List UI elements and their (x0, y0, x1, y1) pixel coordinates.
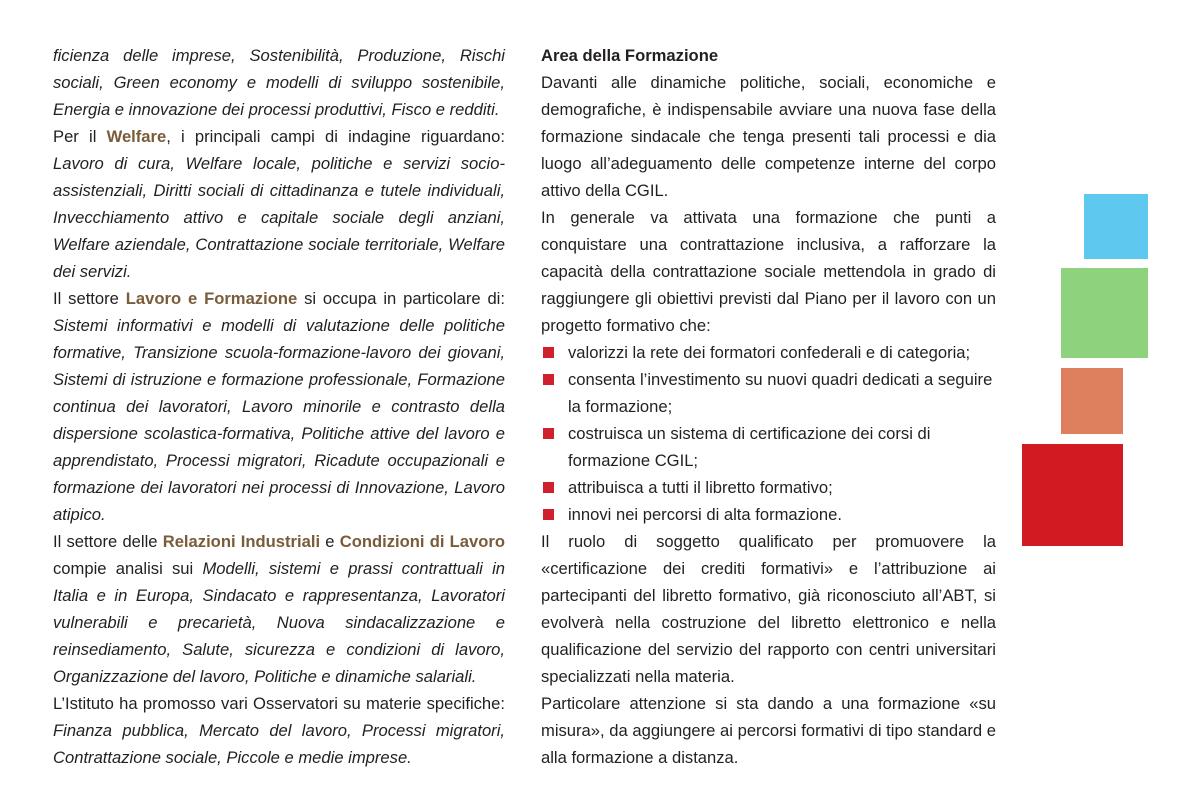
lavoro-formazione-paragraph (53, 285, 505, 528)
right-paragraph-2: In generale va attivata una formazione che punti a conquistare una contrattazione inclusiva, a rafforzare la capacità della contrattazione sociale mettendola in grado di raggiungere gli obiettivi previsti dal Piano per il lavoro con un progetto formativo che: (541, 208, 996, 335)
list-item-text: costruisca un sistema di certificazione dei corsi di formazione CGIL; (568, 424, 931, 470)
right-paragraph-3: Il ruolo di soggetto qualificato per promuovere la «certificazione dei crediti formativi» e l’attribuzione ai partecipanti del libretto formativo, già riconosciuto all’ABT, si evolverà nella costruzione del libretto elettronico e nella qualificazione del servizio del rapporto con centri universitari specializzati nella materia. (541, 532, 996, 686)
paragraph-text: L’Istituto ha promosso vari Osservatori su materie specifiche: (53, 694, 505, 713)
list-item (541, 366, 996, 420)
paragraph-italic-text: Modelli, sistemi e prassi contrattuali in Italia e in Europa, Sindacato e rappresentanza, Lavoratori vulnerabili e precarietà, Nuova sindacalizzazione e reinsediamento, Salute, sicurezza e condizioni di lavoro, Organizzazione del lavoro, Politiche e dinamiche salariali. (53, 559, 506, 686)
osservatori-paragraph (53, 690, 505, 771)
paragraph-italic-text: Finanza pubblica, Mercato del lavoro, Processi migratori, Contrattazione sociale, Piccole e medie imprese. (53, 721, 505, 767)
paragraph-text: Il settore (53, 289, 126, 308)
square-bullet-icon (543, 428, 554, 439)
section-heading: Area della Formazione (541, 46, 719, 65)
list-item (541, 420, 996, 474)
decorative-blue-block (1084, 194, 1148, 259)
relazioni-industriali-paragraph (53, 528, 505, 690)
list-item-text: valorizzi la rete dei formatori confederali e di categoria; (568, 343, 971, 362)
square-bullet-icon (543, 509, 554, 520)
decorative-orange-block (1061, 368, 1123, 434)
left-column (53, 42, 505, 771)
keyword-relazioni-industriali: Relazioni Industriali (162, 532, 321, 551)
list-item (541, 474, 996, 501)
paragraph-italic-text: Lavoro di cura, Welfare locale, politiche e servizi socio-assistenziali, Diritti sociali di cittadinanza e tutele individuali, Invecchiamento attivo e capitale sociale degli anziani, Welfare aziendale, Contrattazione sociale territoriale, Welfare dei servizi. (53, 154, 505, 281)
square-bullet-icon (543, 374, 554, 385)
paragraph-text: ficienza delle imprese, Sostenibilità, Produzione, Rischi sociali, Green economy e modelli di sviluppo sostenibile, Energia e innovazione dei processi produttivi, Fisco e redditi. (53, 46, 505, 119)
list-item-text: attribuisca a tutti il libretto formativo; (568, 478, 833, 497)
decorative-green-block (1061, 268, 1148, 358)
keyword-condizioni-lavoro: Condizioni di Lavoro (339, 532, 505, 551)
list-item (541, 339, 996, 366)
list-item-text: innovi nei percorsi di alta formazione. (568, 505, 842, 524)
paragraph-italic-text: Sistemi informativi e modelli di valutazione delle politiche formative, Transizione scuola-formazione-lavoro dei giovani, Sistemi di istruzione e formazione professionale, Formazione continua dei lavoratori, Lavoro minorile e contrasto della dispersione scolastica-formativa, Politiche attive del lavoro e apprendistato, Processi migratori, Ricadute occupazionali e formazione dei lavoratori nei processi di Innovazione, Lavoro atipico. (53, 316, 505, 524)
square-bullet-icon (543, 347, 554, 358)
keyword-welfare: Welfare (106, 127, 167, 146)
list-item-text: consenta l’investimento su nuovi quadri dedicati a seguire la formazione; (568, 370, 993, 416)
bullet-list (541, 339, 996, 528)
left-paragraph-1 (53, 42, 505, 123)
paragraph-text: , i principali campi di indagine riguardano: (166, 127, 505, 146)
paragraph-text: Per il (53, 127, 107, 146)
square-bullet-icon (543, 482, 554, 493)
right-column (541, 42, 996, 771)
welfare-paragraph (53, 123, 505, 285)
right-paragraph-4: Particolare attenzione si sta dando a una formazione «su misura», da aggiungere ai percorsi formativi di tipo standard e alla formazione a distanza. (541, 694, 996, 767)
paragraph-text: Il settore delle (53, 532, 163, 551)
decorative-red-block (1022, 444, 1123, 546)
keyword-lavoro-formazione: Lavoro e Formazione (125, 289, 298, 308)
list-item (541, 501, 996, 528)
paragraph-text: compie analisi sui (53, 559, 203, 578)
paragraph-text: e (320, 532, 340, 551)
right-paragraph-1: Davanti alle dinamiche politiche, sociali, economiche e demografiche, è indispensabile avviare una nuova fase della formazione sindacale che tenga presenti tali processi e dia luogo all’adeguamento delle competenze interne del corpo attivo della CGIL. (541, 73, 996, 200)
paragraph-text: si occupa in particolare di: (297, 289, 505, 308)
